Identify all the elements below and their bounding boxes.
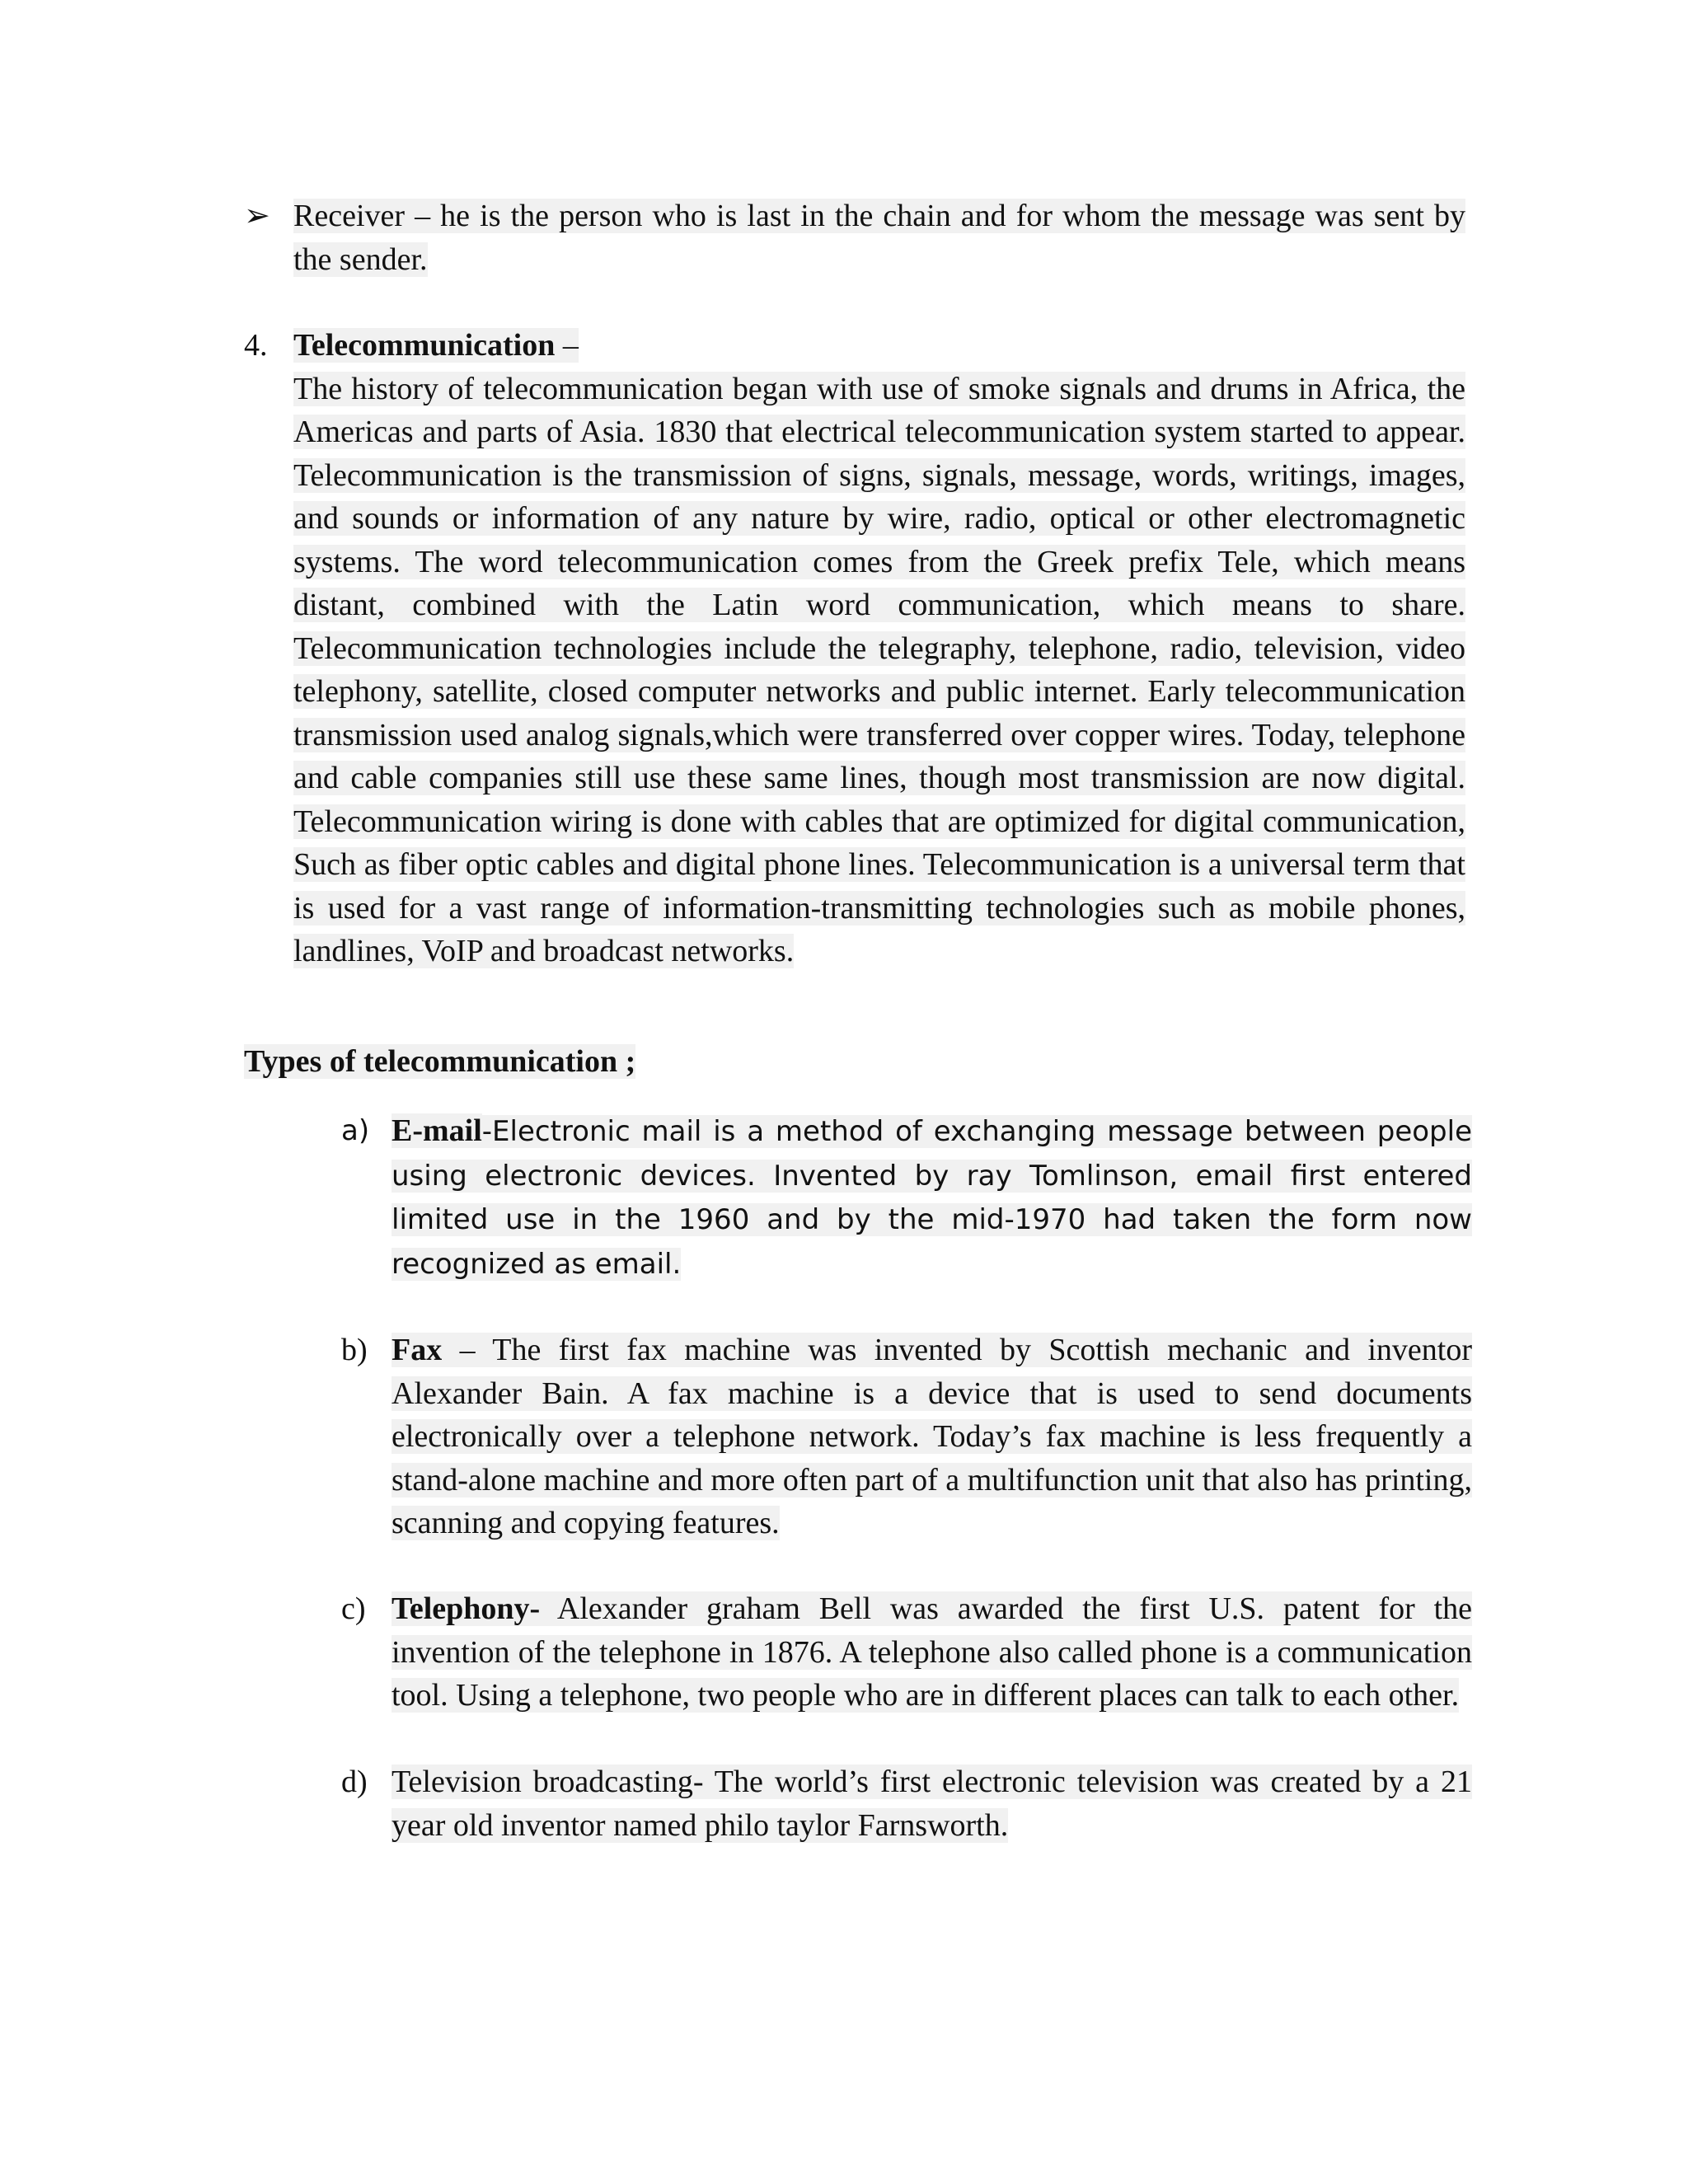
section-body-text: The history of telecommunication began with use of smoke signals and drums in Africa, the Americas and parts of Asia. 1830 that electrical telecommunication system started to appear. Telecommunication is the transmission of signs, signals, message, words, writings, images, and sounds or information of any nature by wire, radio, optical or other electromagnetic systems. The word telecommunication comes from the Greek prefix Tele, which means distant, combined with the Latin word communication, which means to share. Telecommunication technologies include the telegraphy, telephone, radio, television, video telephony, satellite, closed computer networks and public internet. Early telecommunication transmission used analog signals,which were transferred over copper wires. Today, telephone and cable companies still use these same lines, though most transmission are now digital. Telecommunication wiring is done with cables that are optimized for digital communication, Such as fiber optic cables and digital phone lines. Telecommunication is a universal term that is used for a vast range of information-transmitting technologies such as mobile phones, landlines, VoIP and broadcast networks. — [293, 371, 1465, 968]
receiver-text-content: Receiver – he is the person who is last in the chain and for whom the message was sent by the sender. — [293, 199, 1465, 277]
section-title-suffix: – — [555, 328, 579, 363]
item-text — [392, 1760, 1472, 1847]
item-marker: c) — [341, 1591, 366, 1626]
item-term: Telephony- — [392, 1591, 541, 1626]
arrow-bullet-icon: ➢ — [244, 199, 270, 233]
item-marker: b) — [341, 1333, 368, 1367]
item-description: – The first fax machine was invented by Scottish mechanic and inventor Alexander Bain. A fax machine is a device that is used to send documents electronically over a telephone network. Today’s fax machine is less frequently a stand-alone machine and more often part of a multifunction unit that also has printing, scanning and copying features. — [392, 1333, 1472, 1540]
item-text — [392, 1587, 1472, 1718]
item-term: E-mail — [392, 1113, 482, 1148]
item-description: Television broadcasting- The world’s first electronic television was created by a 21 year old inventor named philo taylor Farnsworth. — [392, 1765, 1472, 1843]
item-marker: a) — [341, 1114, 370, 1147]
item-text — [392, 1109, 1472, 1286]
item-description: -Electronic mail is a method of exchanging message between people using electronic devices. Invented by ray Tomlinson, email first entered limited use in the 1960 and by the mid-1970 had taken the form now recognized as email. — [392, 1115, 1472, 1281]
section-title: Telecommunication — [293, 328, 556, 363]
section-body — [293, 368, 1465, 973]
section-title-line — [293, 324, 1465, 368]
item-text — [392, 1329, 1472, 1545]
types-heading-text: Types of telecommunication ; — [244, 1044, 636, 1079]
receiver-text — [293, 194, 1465, 281]
item-marker: d) — [341, 1765, 368, 1799]
section-number: 4. — [244, 328, 268, 363]
item-term: Fax — [392, 1333, 443, 1367]
item-description: Alexander graham Bell was awarded the first U.S. patent for the invention of the telephone in 1876. A telephone also called phone is a communication tool. Using a telephone, two people who are in different places can talk to each other. — [392, 1591, 1472, 1713]
types-heading — [244, 1040, 635, 1084]
